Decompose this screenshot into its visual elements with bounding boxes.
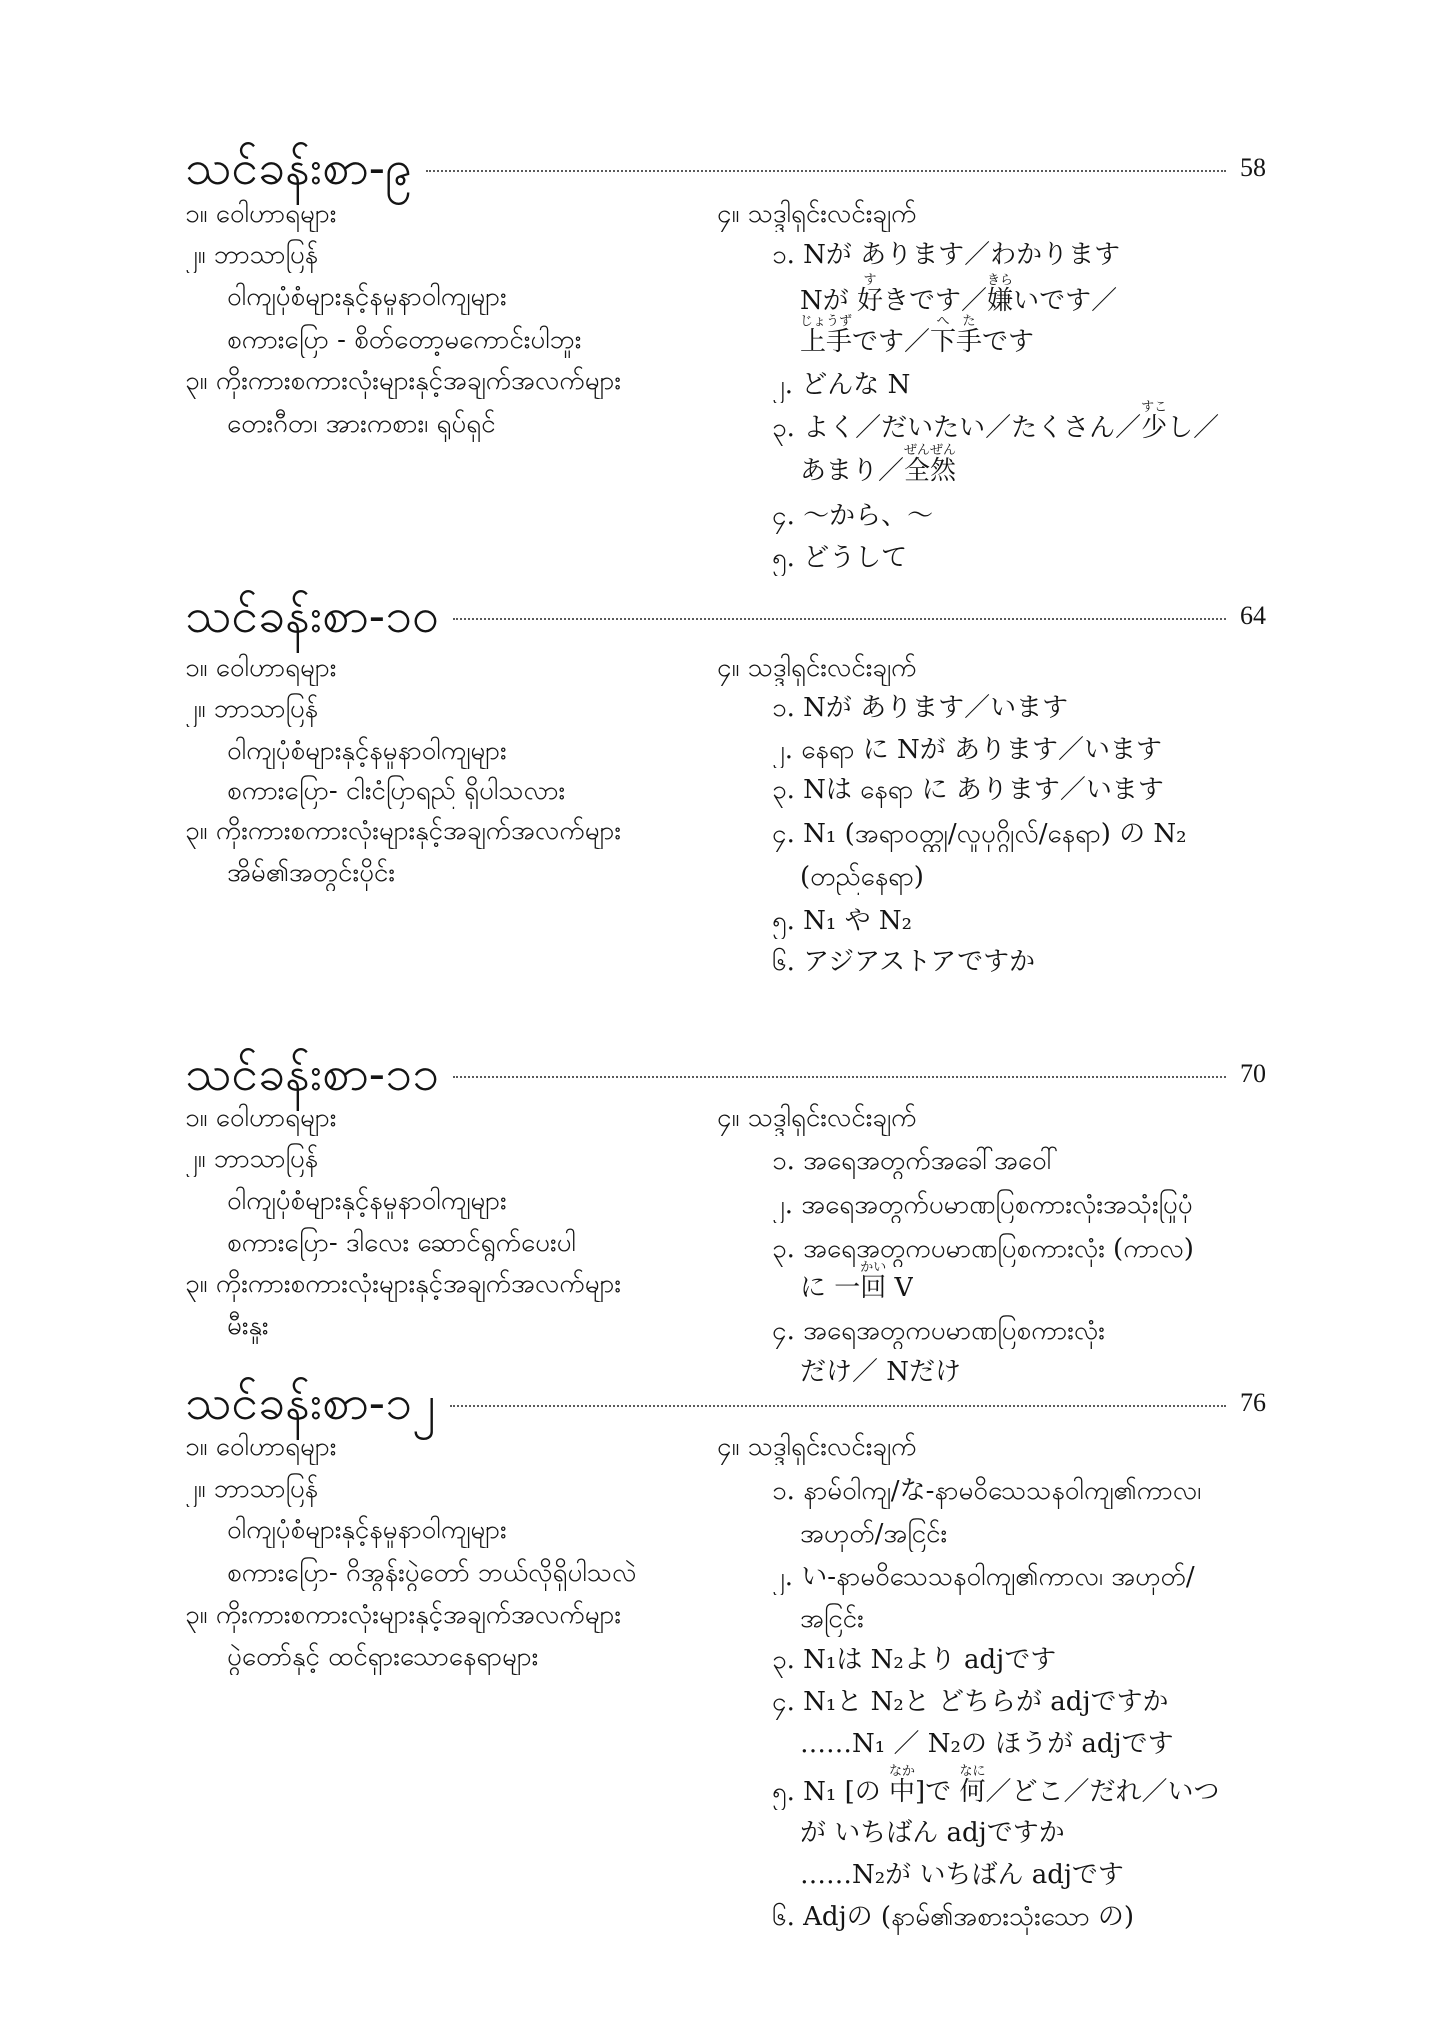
text-segment: ／どこ／だれ／いつ	[985, 1777, 1220, 1807]
text-segment: V	[886, 1273, 914, 1303]
grammar-item-continued: ……N₂が いちばん adjです	[800, 1860, 1124, 1890]
text-segment: きです／	[883, 286, 988, 316]
text-segment: に 一	[800, 1273, 861, 1303]
toc-entry: ၁။ ဝေါဟာရများ	[185, 1103, 337, 1133]
lesson-title: သင်ခန်းစာ-၁၂	[185, 1375, 436, 1431]
kanji-base: 好	[857, 286, 884, 316]
toc-entry: ၂။ ဘာသာပြန်	[185, 1144, 319, 1174]
page-number: 64	[1240, 601, 1266, 630]
grammar-item-continued	[800, 1260, 913, 1306]
text-segment: です	[982, 327, 1035, 357]
grammar-item: ၁. အရေအတွက်အခေါ်အဝေါ်	[772, 1146, 1059, 1176]
grammar-heading: ၄။ သဒ္ဒါရှင်းလင်းချက်	[717, 1103, 917, 1133]
toc-entry: ၃။ ကိုးကားစကားလုံးများနှင့်အချက်အလက်များ	[185, 366, 621, 396]
lesson-heading-10	[185, 588, 1266, 644]
grammar-item: ၃. အရေအတွကပမာဏပြစကားလုံး (ကာလ)	[772, 1234, 1194, 1264]
ruby-word	[930, 314, 983, 357]
toc-subentry: ပွဲတော်နှင့် ထင်ရှားသောနေရာများ	[227, 1642, 539, 1672]
grammar-item: ၁. နာမ်ဝါကျ/な-နာမဝိသေသနဝါကျ၏ကာလ၊	[772, 1476, 1202, 1506]
text-segment: し／	[1167, 413, 1220, 443]
ruby-word	[987, 273, 1014, 316]
toc-subentry: မီးနူး	[227, 1311, 269, 1341]
lesson-title: သင်ခန်းစာ-၁၁	[185, 1046, 440, 1102]
toc-subentry: စကားပြော- ငါးငံပြာရည် ရှိပါသလား	[227, 776, 566, 806]
toc-subentry: စကားပြော- ဂိအွန်းပွဲတော် ဘယ်လိုရှိပါသလဲ	[227, 1558, 637, 1588]
text-segment: ၅. N₁ [の	[772, 1777, 890, 1807]
grammar-item: ၃. N₁は N₂より adjです	[772, 1645, 1057, 1675]
ruby-word	[860, 1260, 887, 1303]
grammar-item-continued: အဟုတ်/အငြင်း	[800, 1519, 948, 1549]
kanji-base: 少	[1141, 413, 1168, 443]
toc-entry: ၂။ ဘာသာပြန်	[185, 1474, 319, 1504]
ruby-word	[889, 1764, 916, 1807]
lesson-heading-11	[185, 1046, 1266, 1102]
grammar-heading: ၄။ သဒ္ဒါရှင်းလင်းချက်	[717, 199, 917, 229]
toc-subentry: စကားပြော - စိတ်တော့မကောင်းပါဘူး	[227, 325, 582, 355]
grammar-item: ၃. Nは နေရာ に あります／います	[772, 775, 1164, 805]
toc-entry: ၃။ ကိုးကားစကားလုံးများနှင့်အချက်အလက်များ	[185, 1269, 621, 1299]
text-segment: ၃. よく／だいたい／たくさん／	[772, 413, 1142, 443]
toc-entry: ၃။ ကိုးကားစကားလုံးများနှင့်အချက်အလက်များ	[185, 1600, 621, 1630]
grammar-item: ၅. N₁ や N₂	[772, 906, 913, 936]
furigana: じょうず	[800, 314, 853, 329]
ruby-word	[857, 273, 884, 316]
furigana: す	[857, 273, 884, 288]
toc-subentry: ဝါကျပုံစံများနှင့်နမူနာဝါကျများ	[227, 1515, 507, 1545]
furigana: かい	[860, 1260, 887, 1275]
dot-leader	[453, 1076, 1226, 1078]
grammar-heading: ၄။ သဒ္ဒါရှင်းလင်းချက်	[717, 653, 917, 683]
kanji-base: 何	[959, 1777, 986, 1807]
text-segment: です／	[852, 327, 931, 357]
grammar-item: ၂. どんな N	[772, 370, 911, 400]
kanji-base: 上手	[800, 327, 853, 357]
grammar-item: ၄. N₁と N₂と どちらが adjですか	[772, 1687, 1169, 1717]
ruby-word	[904, 443, 957, 486]
lesson-heading-9	[185, 140, 1266, 196]
dot-leader	[426, 170, 1226, 172]
kanji-base: 下手	[930, 327, 983, 357]
toc-entry: ၃။ ကိုးကားစကားလုံးများနှင့်အချက်အလက်များ	[185, 816, 621, 846]
grammar-item: ၄. အရေအတွကပမာဏပြစကားလုံး	[772, 1316, 1105, 1346]
grammar-item-continued	[800, 314, 1034, 360]
grammar-item: ၄. N₁ (အရာဝတ္ထု/လူပုဂ္ဂိုလ်/နေရာ) の N₂	[772, 819, 1187, 849]
text-segment: あまり／	[800, 456, 905, 486]
grammar-item-continued: だけ／ Nだけ	[800, 1357, 962, 1387]
page-number: 58	[1240, 153, 1266, 182]
grammar-item: ၂. အရေအတွက်ပမာဏပြစကားလုံးအသုံးပြုပုံ	[772, 1190, 1193, 1220]
furigana: なか	[889, 1764, 916, 1779]
toc-entry: ၂။ ဘာသာပြန်	[185, 240, 319, 270]
grammar-item	[772, 400, 1219, 446]
grammar-item: ၁. Nが あります／わかります	[772, 240, 1121, 270]
grammar-item: ၆. Adjの (နာမ်၏အစားသုံးသော の)	[772, 1902, 1135, 1932]
grammar-item-continued: が いちばん adjですか	[800, 1818, 1065, 1848]
grammar-item: ၂. နေရာ に Nが あります／います	[772, 735, 1163, 765]
kanji-base: 全然	[904, 456, 957, 486]
toc-entry: ၁။ ဝေါဟာရများ	[185, 653, 337, 683]
grammar-item-continued: (တည်နေရာ)	[800, 862, 924, 892]
toc-entry: ၁။ ဝေါဟာရများ	[185, 1432, 337, 1462]
grammar-item	[772, 1764, 1219, 1810]
dot-leader	[453, 618, 1226, 620]
lesson-title: သင်ခန်းစာ-၁၀	[185, 588, 440, 644]
grammar-heading: ၄။ သဒ္ဒါရှင်းလင်းချက်	[717, 1432, 917, 1462]
toc-subentry: အိမ်၏အတွင်းပိုင်း	[227, 858, 395, 888]
text-segment: Nが	[800, 286, 858, 316]
furigana: ぜんぜん	[904, 443, 957, 458]
furigana: へた	[930, 314, 983, 329]
dot-leader	[450, 1405, 1226, 1407]
grammar-item: ၂. い-နာမဝိသေသနဝါကျ၏ကာလ၊ အဟုတ်/	[772, 1562, 1195, 1592]
kanji-base: 中	[889, 1777, 916, 1807]
ruby-word	[800, 314, 853, 357]
kanji-base: 嫌	[987, 286, 1014, 316]
toc-subentry: ဝါကျပုံစံများနှင့်နမူနာဝါကျများ	[227, 736, 507, 766]
grammar-item: ၄. ～から、～	[772, 501, 934, 531]
lesson-title: သင်ခန်းစာ-၉	[185, 140, 413, 196]
page-number: 70	[1240, 1059, 1266, 1088]
toc-subentry: ဝါကျပုံစံများနှင့်နမူနာဝါကျများ	[227, 282, 507, 312]
lesson-heading-12	[185, 1375, 1266, 1431]
grammar-item: ၁. Nが あります／います	[772, 693, 1069, 723]
ruby-word	[959, 1764, 986, 1807]
grammar-item: ၅. どうして	[772, 543, 908, 573]
toc-subentry: ဝါကျပုံစံများနှင့်နမူနာဝါကျများ	[227, 1186, 507, 1216]
furigana: なに	[959, 1764, 986, 1779]
toc-subentry: စကားပြော- ဒါလေး ဆောင်ရွက်ပေးပါ	[227, 1228, 576, 1258]
page-number: 76	[1240, 1388, 1266, 1417]
text-segment: ]で	[915, 1777, 960, 1807]
grammar-item: ၆. アジアストアですか	[772, 947, 1036, 977]
grammar-item-continued	[800, 443, 956, 489]
kanji-base: 回	[860, 1273, 887, 1303]
grammar-item-continued: အငြင်း	[800, 1604, 864, 1634]
ruby-word	[1141, 400, 1168, 443]
toc-subentry: တေးဂီတ၊ အားကစား၊ ရုပ်ရှင်	[227, 409, 496, 439]
toc-entry: ၂။ ဘာသာပြန်	[185, 694, 319, 724]
furigana: すこ	[1141, 400, 1168, 415]
text-segment: いです／	[1013, 286, 1118, 316]
grammar-item-continued	[800, 273, 1117, 319]
grammar-item-continued: ……N₁ ／ N₂の ほうが adjです	[800, 1729, 1174, 1759]
toc-entry: ၁။ ဝေါဟာရများ	[185, 199, 337, 229]
furigana: きら	[987, 273, 1014, 288]
